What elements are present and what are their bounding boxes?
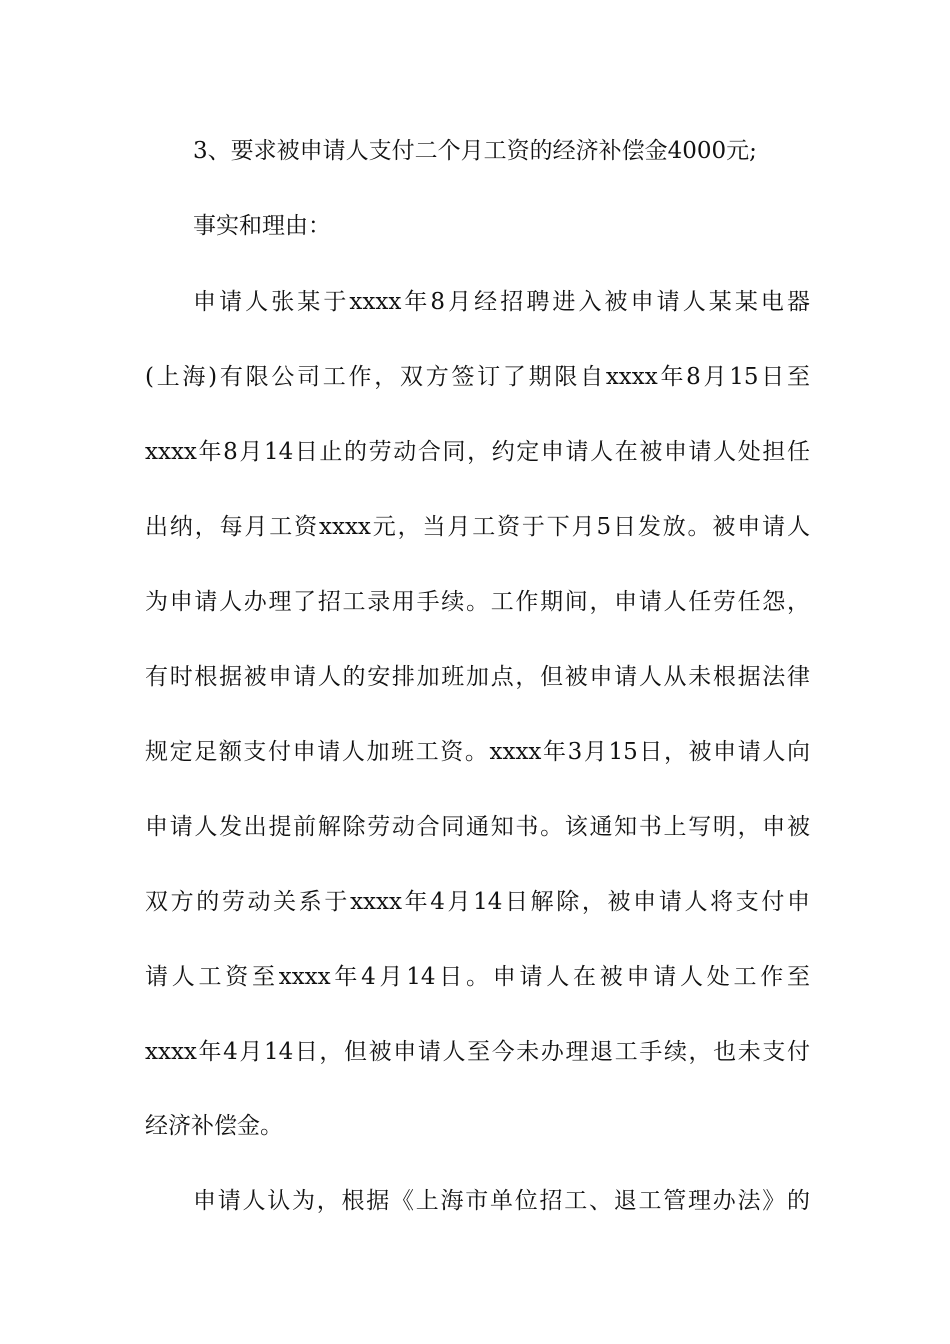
paragraph-line: 申请人发出提前解除劳动合同通知书。该通知书上写明，申被 (145, 814, 810, 840)
paragraph-line: 出纳，每月工资xxxx元，当月工资于下月5日发放。被申请人 (145, 514, 810, 540)
paragraph-line: 请人工资至xxxx年4月14日。申请人在被申请人处工作至 (145, 964, 810, 990)
paragraph-line: 双方的劳动关系于xxxx年4月14日解除，被申请人将支付申 (145, 889, 810, 915)
paragraph-claim-3: 3、要求被申请人支付二个月工资的经济补偿金4000元; (193, 138, 757, 164)
paragraph-line: 申请人张某于xxxx年8月经招聘进入被申请人某某电器 (193, 289, 810, 315)
paragraph-line: 申请人认为，根据《上海市单位招工、退工管理办法》的 (193, 1188, 810, 1214)
paragraph-line: xxxx年4月14日，但被申请人至今未办理退工手续，也未支付 (145, 1039, 810, 1065)
paragraph-line: (上海)有限公司工作，双方签订了期限自xxxx年8月15日至 (145, 364, 810, 390)
section-heading-facts: 事实和理由： (193, 213, 331, 239)
paragraph-line: 经济补偿金。 (145, 1113, 283, 1139)
paragraph-line: 规定足额支付申请人加班工资。xxxx年3月15日，被申请人向 (145, 739, 810, 765)
paragraph-line: 有时根据被申请人的安排加班加点，但被申请人从未根据法律 (145, 664, 810, 690)
paragraph-line: 为申请人办理了招工录用手续。工作期间，申请人任劳任怨， (145, 589, 810, 615)
paragraph-line: xxxx年8月14日止的劳动合同，约定申请人在被申请人处担任 (145, 439, 810, 465)
